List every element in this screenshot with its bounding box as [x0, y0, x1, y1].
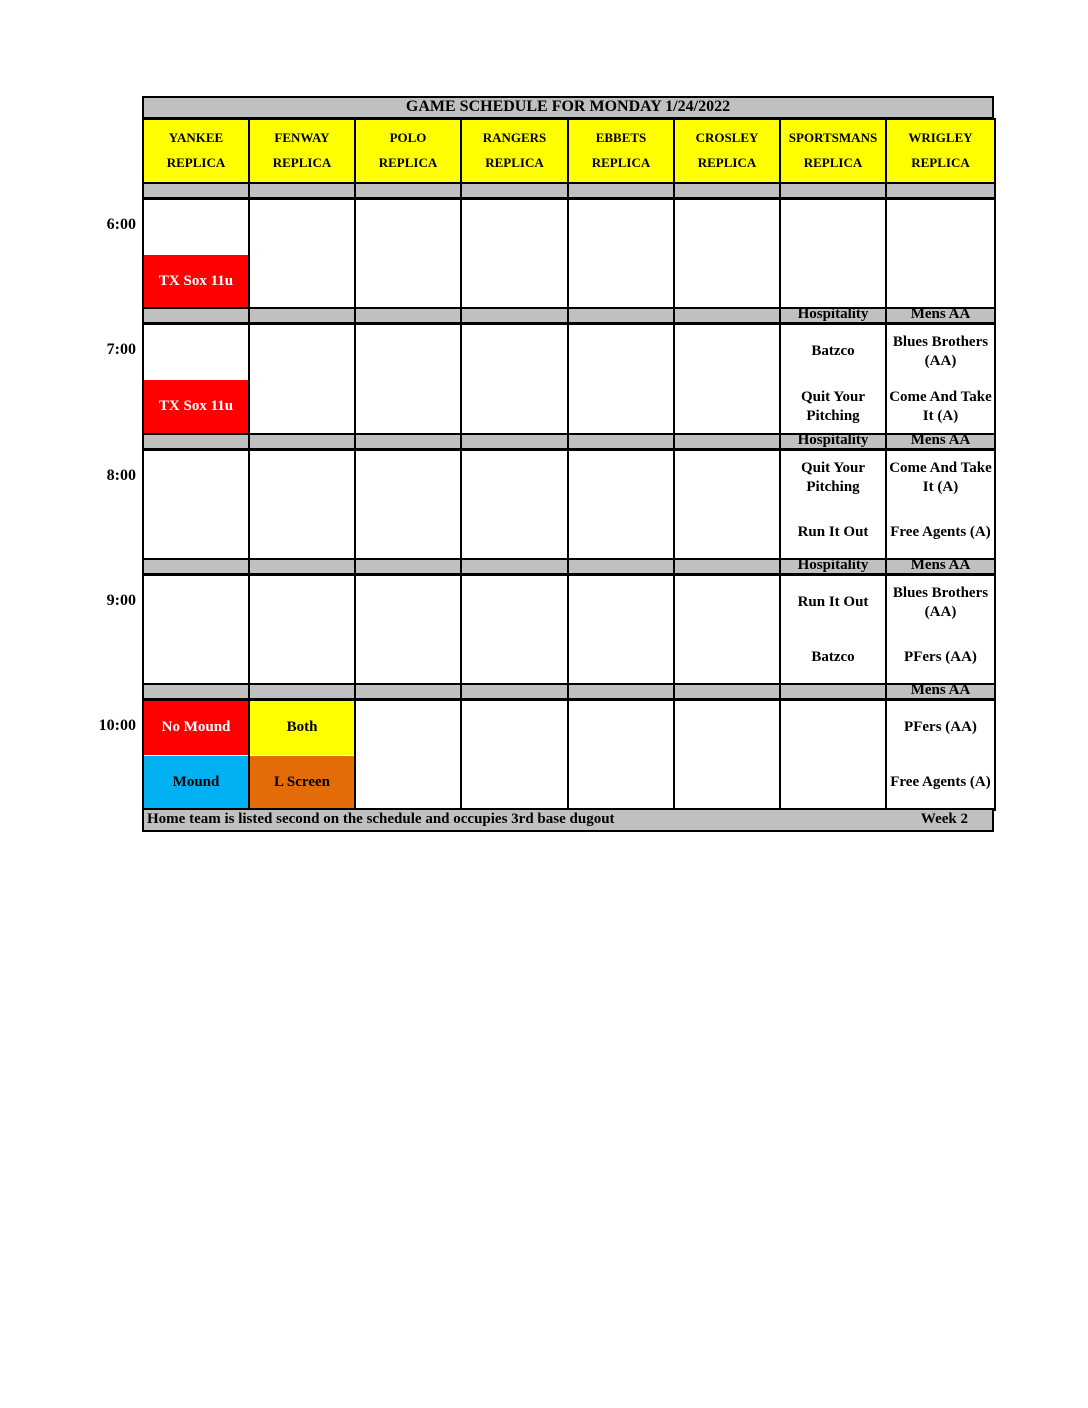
away-team	[356, 325, 460, 379]
field-name: EBBETS	[595, 130, 647, 146]
division-label: Mens AA	[885, 558, 996, 575]
home-team: TX Sox 11u	[144, 380, 248, 434]
division-label: Mens AA	[885, 683, 996, 700]
home-team	[462, 255, 567, 309]
division-label	[248, 683, 356, 700]
time-label: 7:00	[106, 341, 136, 359]
away-team: Blues Brothers (AA)	[892, 584, 989, 620]
division-label	[460, 558, 569, 575]
home-team	[356, 380, 460, 434]
away-team	[250, 451, 354, 505]
away-team	[887, 200, 994, 254]
division-label	[567, 433, 675, 450]
division-label	[354, 433, 462, 450]
home-team: L Screen	[250, 756, 354, 810]
field-subtitle: REPLICA	[591, 155, 651, 171]
division-label	[248, 182, 356, 199]
division-label	[460, 433, 569, 450]
home-team: PFers (AA)	[904, 649, 977, 666]
away-team	[462, 576, 567, 630]
home-team: Come And Take It (A)	[889, 388, 992, 424]
home-team	[887, 255, 994, 309]
home-team: Quit Your Pitching	[800, 388, 866, 424]
field-name: YANKEE	[168, 130, 224, 146]
division-label	[885, 182, 996, 199]
home-team	[462, 380, 567, 434]
division-label	[567, 558, 675, 575]
away-team	[144, 451, 248, 505]
footer-week: Week 2	[920, 811, 968, 828]
division-label	[248, 558, 356, 575]
field-header-rangers	[460, 118, 569, 184]
away-team	[569, 200, 673, 254]
division-label	[248, 433, 356, 450]
home-team	[569, 756, 673, 810]
away-team	[569, 701, 673, 755]
away-team: Quit Your Pitching	[800, 459, 866, 495]
home-team: Free Agents (A)	[890, 774, 991, 791]
home-team	[250, 631, 354, 685]
away-team: Batzco	[811, 343, 855, 360]
home-team	[144, 506, 248, 560]
field-subtitle: REPLICA	[485, 155, 544, 171]
division-label	[673, 683, 781, 700]
away-team	[144, 576, 248, 630]
field-name: CROSLEY	[695, 130, 759, 146]
division-label	[460, 182, 569, 199]
home-team	[356, 631, 460, 685]
field-header-sportsmans	[779, 118, 887, 184]
away-team: PFers (AA)	[904, 719, 977, 736]
field-header-fenway	[248, 118, 356, 184]
away-team	[569, 576, 673, 630]
away-team: No Mound	[144, 701, 248, 755]
away-team	[781, 701, 885, 755]
away-team	[356, 200, 460, 254]
home-team	[462, 506, 567, 560]
home-team	[675, 631, 779, 685]
home-team: Batzco	[811, 649, 855, 666]
division-label: Hospitality	[779, 558, 887, 575]
field-header-yankee	[142, 118, 250, 184]
home-team	[462, 631, 567, 685]
field-name: RANGERS	[482, 130, 547, 146]
away-team	[569, 325, 673, 379]
away-team	[250, 325, 354, 379]
away-team	[356, 451, 460, 505]
home-team	[356, 756, 460, 810]
field-subtitle: REPLICA	[166, 155, 226, 171]
division-label	[142, 433, 250, 450]
schedule-footer	[142, 808, 994, 832]
away-team	[675, 576, 779, 630]
field-name: FENWAY	[274, 130, 330, 146]
field-header-crosley	[673, 118, 781, 184]
home-team	[356, 506, 460, 560]
field-subtitle: REPLICA	[378, 155, 438, 171]
home-team	[781, 756, 885, 810]
field-subtitle: REPLICA	[911, 155, 970, 171]
division-label	[673, 558, 781, 575]
division-label	[142, 683, 250, 700]
home-team	[675, 380, 779, 434]
away-team	[675, 200, 779, 254]
division-label	[142, 182, 250, 199]
home-team	[675, 506, 779, 560]
time-label: 6:00	[106, 216, 136, 234]
division-label	[460, 683, 569, 700]
home-team	[781, 255, 885, 309]
away-team	[250, 576, 354, 630]
home-team	[569, 255, 673, 309]
division-label: Hospitality	[779, 433, 887, 450]
field-subtitle: REPLICA	[272, 155, 332, 171]
division-label: Mens AA	[885, 433, 996, 450]
home-team	[250, 255, 354, 309]
home-team: TX Sox 11u	[144, 255, 248, 309]
division-label	[354, 558, 462, 575]
field-name: SPORTSMANS	[788, 130, 878, 146]
time-label: 9:00	[106, 592, 136, 610]
field-subtitle: REPLICA	[697, 155, 757, 171]
division-label	[673, 433, 781, 450]
away-team: Both	[250, 701, 354, 755]
division-label	[248, 307, 356, 324]
field-header-wrigley	[885, 118, 996, 184]
home-team	[250, 506, 354, 560]
division-label	[142, 307, 250, 324]
division-label	[567, 307, 675, 324]
field-header-polo	[354, 118, 462, 184]
home-team	[462, 756, 567, 810]
away-team	[569, 451, 673, 505]
field-subtitle: REPLICA	[803, 155, 863, 171]
division-label	[354, 683, 462, 700]
home-team: Free Agents (A)	[890, 524, 991, 541]
division-label	[354, 307, 462, 324]
field-name: WRIGLEY	[908, 130, 973, 146]
field-name: POLO	[389, 130, 427, 146]
division-label	[673, 182, 781, 199]
away-team: Run It Out	[797, 594, 869, 611]
division-label	[779, 683, 887, 700]
footer-note: Home team is listed second on the schedule and occupies 3rd base dugout	[147, 811, 615, 828]
division-label: Hospitality	[779, 307, 887, 324]
home-team	[569, 506, 673, 560]
away-team: Come And Take It (A)	[889, 459, 992, 495]
away-team	[675, 701, 779, 755]
away-team	[144, 200, 248, 254]
away-team	[781, 200, 885, 254]
time-label: 10:00	[98, 717, 136, 735]
away-team	[462, 325, 567, 379]
away-team	[675, 325, 779, 379]
away-team	[675, 451, 779, 505]
home-team	[675, 255, 779, 309]
away-team	[462, 701, 567, 755]
home-team	[569, 380, 673, 434]
home-team	[569, 631, 673, 685]
home-team: Run It Out	[797, 524, 869, 541]
division-label	[567, 683, 675, 700]
away-team	[356, 701, 460, 755]
away-team	[462, 451, 567, 505]
home-team: Mound	[144, 756, 248, 810]
division-label	[567, 182, 675, 199]
division-label	[142, 558, 250, 575]
division-label	[673, 307, 781, 324]
away-team: Blues Brothers (AA)	[892, 333, 989, 369]
away-team	[144, 325, 248, 379]
away-team	[356, 576, 460, 630]
away-team	[250, 200, 354, 254]
division-label	[354, 182, 462, 199]
field-header-ebbets	[567, 118, 675, 184]
home-team	[675, 756, 779, 810]
division-label	[460, 307, 569, 324]
home-team	[250, 380, 354, 434]
division-label: Mens AA	[885, 307, 996, 324]
away-team	[462, 200, 567, 254]
time-label: 8:00	[106, 467, 136, 485]
schedule-title: GAME SCHEDULE FOR MONDAY 1/24/2022	[142, 96, 994, 119]
home-team	[144, 631, 248, 685]
home-team	[356, 255, 460, 309]
division-label	[779, 182, 887, 199]
